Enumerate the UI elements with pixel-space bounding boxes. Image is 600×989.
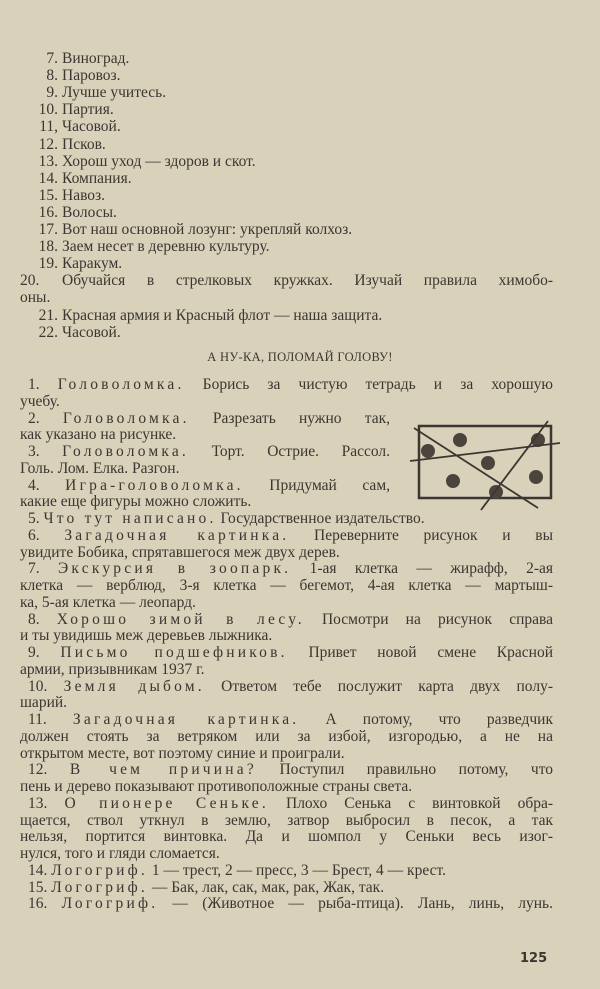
item-title: Игра-головоломка. [65, 476, 244, 494]
item-text: Вот наш основной лозунг: укрепляй колхоз. [62, 221, 353, 238]
item-title: Логогриф. [51, 861, 148, 879]
answer-line [20, 644, 553, 661]
item-text: Государственное издательство. [216, 510, 425, 527]
answer-line [20, 761, 553, 778]
answer-line [20, 711, 553, 728]
item-title: Земля дыбом. [63, 677, 205, 695]
item-number: 2. [28, 409, 40, 427]
item-number: 16. [28, 895, 48, 913]
page-number: 125 [520, 951, 548, 966]
item-number: 22. [38, 323, 58, 341]
item-title: Что тут написано. [43, 510, 217, 527]
answer-line [20, 272, 553, 289]
item-title: Хорошо зимой в лесу. [56, 610, 305, 628]
item-number: 9. [28, 644, 40, 661]
answer-line [20, 307, 553, 324]
item-text: Привет новой смене Красной [287, 644, 553, 661]
answer-line [20, 50, 553, 67]
item-number: 8. [46, 67, 58, 85]
answer-line [20, 745, 553, 762]
item-title: Загадочная картинка. [64, 526, 290, 544]
item-text: Красная армия и Красный флот — наша защита. [62, 306, 383, 324]
answer-line [20, 118, 553, 135]
item-text: клетка — верблюд, 3-я клетка — бегемот, 4-ая клетка — мартыш- [20, 577, 553, 594]
answer-line [20, 694, 553, 711]
item-title: Логогриф. [61, 895, 159, 913]
answer-line [20, 255, 553, 272]
answer-line [20, 136, 553, 153]
answer-line [20, 221, 553, 238]
item-text: увидите Бобика, спрятавшегося меж двух дерев. [20, 543, 340, 561]
item-number: 9. [46, 84, 58, 102]
item-number: 8. [28, 610, 40, 628]
answer-line [20, 577, 553, 594]
answer-line [20, 812, 553, 829]
answer-line [20, 828, 553, 845]
item-text: какие еще фигуры можно сложить. [20, 493, 252, 511]
answer-line [20, 895, 553, 912]
item-number: 13. [28, 794, 48, 812]
item-text: Разрезать нужно так, [189, 409, 390, 427]
item-text: нельзя, портится винтовка. Да и шомпол у Сеньки весь изог- [20, 828, 553, 846]
figure-dots [421, 433, 545, 499]
answer-line [20, 594, 553, 611]
answer-line [20, 611, 553, 628]
answer-line [20, 560, 553, 577]
item-number: 15. [38, 186, 58, 204]
item-number: 14. [28, 861, 48, 879]
item-number: 20. [20, 272, 40, 290]
item-text: Заем несет в деревню культуру. [62, 238, 270, 256]
answer-line [20, 477, 390, 494]
item-number: 11, [39, 118, 58, 136]
answer-line [20, 795, 553, 812]
answer-line [20, 187, 553, 204]
item-text: Обучайся в стрелковых кружках. Изучай правила химобо- [62, 272, 553, 290]
item-number: 4. [28, 476, 40, 494]
item-number: 10. [38, 101, 58, 119]
item-title: О пионере Сеньке. [64, 794, 269, 812]
item-text: — Бак, лак, сак, мак, рак, Жак, так. [147, 878, 385, 896]
answer-line [20, 527, 553, 544]
item-text: А потому, что разведчик [299, 711, 553, 728]
item-number: 18. [38, 238, 58, 256]
item-text: Навоз. [62, 186, 106, 204]
item-text: учебу. [20, 392, 60, 410]
answer-line [20, 661, 553, 678]
answer-line [20, 627, 553, 644]
item-title: Головоломка. [62, 409, 190, 427]
item-text: Ответом тебе послужит карта двух полу- [204, 677, 554, 695]
item-text: Придумай сам, [243, 476, 390, 494]
answer-line [20, 289, 553, 306]
item-number: 10. [28, 677, 48, 695]
item-text: должен стоять за ветряком или за избой, изгородью, а не на [20, 727, 553, 745]
item-text: шарий. [20, 694, 68, 712]
answer-line [20, 845, 553, 862]
answer-line [20, 879, 553, 896]
item-text: Поступил правильно потому, что [256, 761, 554, 779]
item-text: Часовой. [62, 118, 121, 136]
item-number: 7. [28, 560, 40, 578]
answer-line [20, 170, 553, 187]
item-text: Виноград. [62, 50, 130, 67]
item-text: пень и дерево показывают противоположные страны света. [20, 778, 413, 795]
answer-line [20, 84, 553, 101]
answer-line [20, 728, 553, 745]
item-number: 13. [38, 152, 58, 170]
item-text: Хорош уход — здоров и скот. [62, 152, 256, 170]
item-text: и ты увидишь меж деревьев лыжника. [20, 627, 273, 645]
item-number: 15. [28, 878, 48, 896]
item-number: 16. [38, 203, 58, 221]
answer-line [20, 410, 390, 427]
item-text: как указано на рисунке. [20, 426, 177, 444]
item-text: Переверните рисунок и вы [289, 526, 553, 544]
answer-line [20, 862, 553, 879]
item-text: Лучше учитесь. [62, 84, 167, 102]
item-number: 21. [38, 306, 58, 324]
item-number: 17. [38, 221, 58, 238]
section-heading: А НУ-КА, ПОЛОМАЙ ГОЛОВУ! [207, 350, 393, 364]
item-text: Партия. [62, 101, 114, 119]
answer-line [20, 324, 553, 341]
item-title: Загадочная картинка. [72, 711, 300, 728]
item-text: открытом месте, вот поэтому синие и проиграли. [20, 744, 345, 762]
answer-line [20, 443, 390, 460]
item-text: ка, 5-ая клетка — леопард. [20, 593, 196, 611]
item-text: Паровоз. [62, 67, 121, 85]
item-text: Волосы. [62, 203, 117, 221]
item-number: 3. [28, 443, 40, 460]
item-text: щается, ствол уткнул в землю, затвор выбросил в песок, а так [20, 811, 553, 829]
item-text: Посмотри на рисунок справа [304, 610, 554, 628]
answer-line [20, 101, 553, 118]
answer-line [20, 204, 553, 221]
item-text: Плохо Сенька с винтовкой обра- [268, 794, 553, 812]
item-number: 1. [28, 376, 40, 393]
item-text: Борись за чистую тетрадь и за хорошую [184, 376, 553, 393]
item-number: 19. [38, 255, 58, 273]
item-title: Головоломка. [57, 376, 185, 393]
item-text: Псков. [62, 135, 106, 153]
item-title: Экскурсия в зоопарк. [57, 560, 292, 578]
item-title: Головоломка. [62, 443, 190, 460]
cut-puzzle-figure [408, 418, 568, 518]
answer-line [20, 678, 553, 695]
item-number: 14. [38, 169, 58, 187]
answer-line [20, 67, 553, 84]
item-text: нулся, того и гляди сломается. [20, 845, 220, 862]
item-text: Компания. [62, 169, 132, 187]
item-number: 12. [28, 761, 48, 779]
item-text: Голь. Лом. Елка. Разгон. [20, 459, 180, 477]
item-text: Торт. Острие. Рассол. [189, 443, 390, 460]
item-title: В чем причина? [69, 761, 257, 779]
answer-line [20, 238, 553, 255]
item-number: 7. [46, 50, 58, 67]
item-number: 6. [28, 526, 40, 544]
item-number: 11. [28, 711, 47, 728]
item-title: Письмо подшефников. [60, 644, 288, 661]
item-text: 1-ая клетка — жирафф, 2-ая [291, 560, 553, 578]
answer-line [20, 153, 553, 170]
item-text: Часовой. [62, 323, 121, 341]
item-number: 5. [28, 510, 40, 527]
answer-line [20, 778, 553, 795]
item-text: Каракум. [62, 255, 123, 273]
item-title: Логогриф. [51, 878, 148, 896]
item-number: 12. [38, 135, 58, 153]
item-text: 1 — трест, 2 — пресс, 3 — Брест, 4 — крест. [147, 861, 446, 879]
item-text: армии, призывникам 1937 г. [20, 660, 205, 678]
item-text: — (Животное — рыба-птица). Лань, линь, лунь. [158, 895, 553, 913]
answer-line [20, 544, 553, 561]
item-text: оны. [20, 289, 51, 307]
answer-line [20, 393, 553, 410]
answer-line [20, 376, 553, 393]
